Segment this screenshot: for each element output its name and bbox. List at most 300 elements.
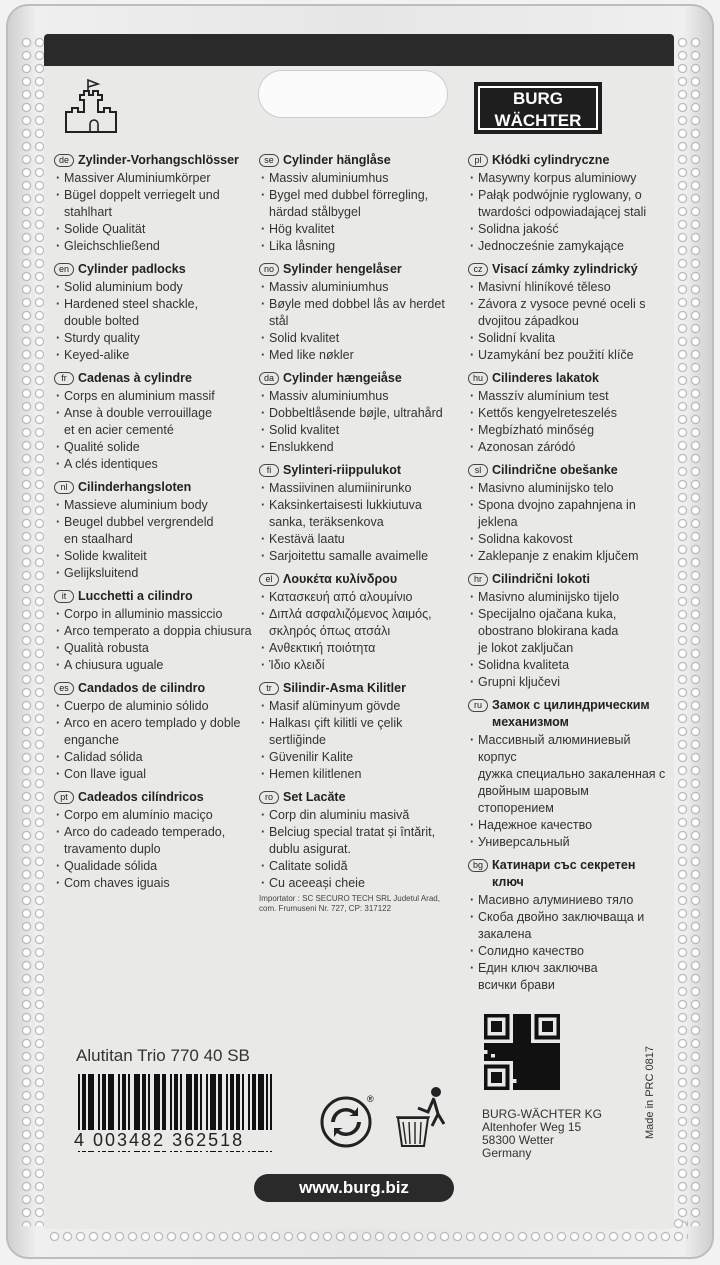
qr-module: [527, 1054, 531, 1058]
feature-item: всички брави: [478, 978, 555, 992]
qr-module: [553, 1065, 557, 1069]
qr-module: [517, 1083, 521, 1087]
feature-item: · Anse à double verrouillage: [54, 405, 254, 422]
qr-module: [498, 1072, 502, 1076]
qr-module: [535, 1043, 539, 1047]
qr-module: [498, 1050, 502, 1054]
section-heading: [468, 857, 668, 891]
feature-item: · Spona dvojno zapahnjena in: [468, 497, 668, 514]
qr-module: [506, 1014, 510, 1018]
qr-module: [549, 1083, 553, 1087]
section-title: Cylinder hængeiåse: [283, 371, 402, 385]
qr-module: [549, 1036, 553, 1040]
qr-module: [535, 1021, 539, 1025]
lang-section-sl: [468, 462, 668, 565]
qr-module: [542, 1028, 546, 1032]
section-heading: [259, 789, 459, 806]
feature-item: stål: [269, 314, 289, 328]
website-label: www.burg.biz: [254, 1174, 454, 1202]
feature-item: · Солидно качество: [468, 943, 668, 960]
qr-module: [517, 1050, 521, 1054]
section-title: Candados de cilindro: [78, 681, 206, 695]
lang-section-da: [259, 370, 459, 456]
qr-module: [524, 1018, 528, 1022]
qr-module: [520, 1050, 524, 1054]
qr-module: [524, 1065, 528, 1069]
section-title: Cylinder hänglåse: [283, 153, 391, 167]
qr-module: [546, 1047, 550, 1051]
qr-module: [553, 1043, 557, 1047]
qr-module: [495, 1072, 499, 1076]
qr-module: [498, 1076, 502, 1080]
qr-module: [520, 1057, 524, 1061]
qr-module: [524, 1061, 528, 1065]
language-code-badge: ro: [259, 791, 279, 804]
qr-module: [556, 1065, 560, 1069]
qr-module: [527, 1014, 531, 1018]
company-address: [482, 1108, 602, 1160]
qr-module: [538, 1076, 542, 1080]
qr-module: [509, 1043, 513, 1047]
lang-section-ru: [468, 697, 668, 851]
qr-module: [531, 1065, 535, 1069]
qr-module: [513, 1018, 517, 1022]
feature-item: · Ίδιο κλειδί: [259, 657, 459, 674]
language-code-badge: en: [54, 263, 74, 276]
section-title: Zylinder-Vorhangschlösser: [78, 153, 239, 167]
qr-module: [517, 1086, 521, 1090]
qr-module: [517, 1061, 521, 1065]
qr-module: [517, 1054, 521, 1058]
section-heading: [468, 261, 668, 278]
qr-module: [506, 1043, 510, 1047]
qr-module: [527, 1028, 531, 1032]
qr-module: [542, 1065, 546, 1069]
qr-module: [542, 1076, 546, 1080]
feature-item: · Beugel dubbel vergrendeld: [54, 514, 254, 531]
qr-module: [502, 1047, 506, 1051]
qr-module: [527, 1039, 531, 1043]
qr-module: [556, 1014, 560, 1018]
lang-section-it: [54, 588, 254, 674]
qr-module: [538, 1043, 542, 1047]
packaging-card: [44, 34, 674, 1229]
qr-module: [513, 1025, 517, 1029]
qr-module: [553, 1036, 557, 1040]
qr-module: [513, 1014, 517, 1018]
column-1: [54, 152, 254, 898]
qr-module: [535, 1057, 539, 1061]
qr-module: [524, 1054, 528, 1058]
lang-section-ro: [259, 789, 459, 914]
tidyman-bin-icon: [392, 1084, 454, 1150]
qr-module: [517, 1068, 521, 1072]
qr-module: [524, 1083, 528, 1087]
qr-module: [498, 1054, 502, 1058]
qr-module: [484, 1076, 488, 1080]
language-code-badge: no: [259, 263, 279, 276]
qr-module: [556, 1018, 560, 1022]
feature-item: закалена: [478, 927, 532, 941]
qr-module: [502, 1014, 506, 1018]
qr-module: [498, 1065, 502, 1069]
qr-module: [484, 1014, 488, 1018]
feature-item: stahlhart: [64, 205, 112, 219]
language-code-badge: fr: [54, 372, 74, 385]
qr-module: [488, 1057, 492, 1061]
lang-section-de: [54, 152, 254, 255]
qr-module: [549, 1068, 553, 1072]
qr-module: [506, 1021, 510, 1025]
section-title: Cilindrični lokoti: [492, 572, 590, 586]
qr-module: [520, 1054, 524, 1058]
qr-module: [524, 1043, 528, 1047]
qr-module: [527, 1083, 531, 1087]
lang-section-es: [54, 680, 254, 783]
qr-module: [506, 1047, 510, 1051]
qr-module: [517, 1079, 521, 1083]
qr-module: [556, 1057, 560, 1061]
address-line2: Altenhofer Weg 15: [482, 1120, 582, 1134]
hang-hole: [258, 70, 448, 118]
qr-module: [531, 1076, 535, 1080]
qr-module: [546, 1079, 550, 1083]
feature-item: · Masszív alumínium test: [468, 388, 668, 405]
qr-module: [549, 1050, 553, 1054]
qr-module: [502, 1057, 506, 1061]
section-heading: [54, 370, 254, 387]
qr-module: [549, 1072, 553, 1076]
language-code-badge: el: [259, 573, 279, 586]
qr-module: [506, 1079, 510, 1083]
qr-module: [520, 1014, 524, 1018]
qr-module: [546, 1021, 550, 1025]
feature-item: · Kaksinkertaisesti lukkiutuva: [259, 497, 459, 514]
qr-module: [535, 1072, 539, 1076]
qr-module: [506, 1018, 510, 1022]
qr-module: [535, 1054, 539, 1058]
qr-module: [556, 1079, 560, 1083]
feature-item: · Надежное качество: [468, 817, 668, 834]
qr-module: [484, 1025, 488, 1029]
language-code-badge: fi: [259, 464, 279, 477]
feature-item: · Massiivinen alumiinirunko: [259, 480, 459, 497]
qr-module: [546, 1025, 550, 1029]
qr-module: [491, 1014, 495, 1018]
section-title: Cadenas à cylindre: [78, 371, 192, 385]
qr-module: [517, 1032, 521, 1036]
qr-module: [524, 1076, 528, 1080]
feature-item: · Bygel med dubbel förregling,: [259, 187, 459, 204]
qr-module: [484, 1057, 488, 1061]
qr-module: [549, 1021, 553, 1025]
qr-module: [538, 1057, 542, 1061]
language-code-badge: pt: [54, 791, 74, 804]
qr-module: [506, 1032, 510, 1036]
section-heading: [54, 789, 254, 806]
qr-module: [524, 1050, 528, 1054]
section-heading: [468, 152, 668, 169]
qr-module: [553, 1054, 557, 1058]
qr-module: [524, 1047, 528, 1051]
qr-module: [553, 1014, 557, 1018]
address-line3: 58300 Wetter: [482, 1133, 554, 1147]
feature-item: twardości odpowiadającej stali: [478, 205, 647, 219]
qr-module: [491, 1021, 495, 1025]
lang-section-fr: [54, 370, 254, 473]
qr-module: [520, 1065, 524, 1069]
feature-item: · Azonosan záródó: [468, 439, 668, 456]
feature-item: et en acier cementé: [64, 423, 174, 437]
feature-item: · Závora z vysoce pevné oceli s: [468, 296, 668, 313]
qr-module: [535, 1018, 539, 1022]
feature-item: · Hardened steel shackle,: [54, 296, 254, 313]
qr-module: [488, 1050, 492, 1054]
feature-item: · Güvenilir Kalite: [259, 749, 459, 766]
feature-item: · Gelijksluitend: [54, 565, 254, 582]
castle-icon: [62, 78, 126, 134]
qr-module: [549, 1086, 553, 1090]
qr-module: [491, 1057, 495, 1061]
qr-module: [553, 1079, 557, 1083]
qr-module: [498, 1047, 502, 1051]
qr-module: [542, 1050, 546, 1054]
qr-module: [549, 1079, 553, 1083]
qr-module: [535, 1079, 539, 1083]
section-title: Lucchetti a cilindro: [78, 589, 193, 603]
feature-item: · Belciug special tratat și întărit,: [259, 824, 459, 841]
qr-module: [491, 1086, 495, 1090]
feature-item: σκληρός όπως ατσάλι: [269, 624, 391, 638]
qr-module: [542, 1036, 546, 1040]
qr-module: [498, 1028, 502, 1032]
language-code-badge: pl: [468, 154, 488, 167]
qr-module: [556, 1072, 560, 1076]
section-title: Замок с цилиндрическим механизмом: [492, 698, 650, 729]
qr-module: [538, 1079, 542, 1083]
qr-module: [491, 1036, 495, 1040]
qr-module: [527, 1076, 531, 1080]
feature-item: · Ανθεκτική ποιότητα: [259, 640, 459, 657]
qr-module: [484, 1036, 488, 1040]
qr-module: [495, 1047, 499, 1051]
qr-module: [546, 1014, 550, 1018]
qr-module: [538, 1065, 542, 1069]
registered-mark: ®: [367, 1094, 374, 1104]
qr-module: [538, 1047, 542, 1051]
language-code-badge: se: [259, 154, 279, 167]
qr-module: [527, 1043, 531, 1047]
qr-module: [517, 1025, 521, 1029]
qr-module: [546, 1083, 550, 1087]
feature-item: · Solid kvalitet: [259, 330, 459, 347]
section-heading: [468, 697, 668, 731]
qr-module: [498, 1043, 502, 1047]
qr-module: [542, 1072, 546, 1076]
brand-line2: WÄCHTER: [494, 111, 582, 130]
qr-module: [484, 1065, 488, 1069]
qr-module: [513, 1039, 517, 1043]
qr-module: [535, 1068, 539, 1072]
feature-item: · Solid aluminium body: [54, 279, 254, 296]
qr-module: [506, 1072, 510, 1076]
qr-module: [546, 1050, 550, 1054]
qr-module: [517, 1039, 521, 1043]
feature-item: · Masif alüminyum gövde: [259, 698, 459, 715]
qr-module: [556, 1036, 560, 1040]
qr-module: [495, 1057, 499, 1061]
section-title: Cadeados cilíndricos: [78, 790, 204, 804]
qr-module: [517, 1014, 521, 1018]
address-line4: Germany: [482, 1146, 532, 1160]
qr-module: [524, 1039, 528, 1043]
qr-module: [546, 1043, 550, 1047]
lang-section-el: [259, 571, 459, 674]
qr-module: [513, 1021, 517, 1025]
qr-module: [524, 1068, 528, 1072]
language-code-badge: es: [54, 682, 74, 695]
qr-module: [491, 1072, 495, 1076]
qr-module: [535, 1028, 539, 1032]
qr-module: [520, 1039, 524, 1043]
qr-module: [502, 1043, 506, 1047]
feature-item: · Универсальный: [468, 834, 668, 851]
lang-section-cz: [468, 261, 668, 364]
qr-module: [527, 1068, 531, 1072]
qr-module: [495, 1050, 499, 1054]
qr-module: [513, 1057, 517, 1061]
qr-module: [509, 1057, 513, 1061]
qr-module: [535, 1014, 539, 1018]
qr-module: [520, 1072, 524, 1076]
qr-module: [498, 1057, 502, 1061]
qr-module: [546, 1054, 550, 1058]
qr-module: [484, 1043, 488, 1047]
qr-module: [517, 1043, 521, 1047]
qr-module: [520, 1083, 524, 1087]
qr-module: [506, 1050, 510, 1054]
qr-module: [538, 1050, 542, 1054]
qr-module: [553, 1061, 557, 1065]
qr-module: [538, 1086, 542, 1090]
section-title: Sylinder hengelåser: [283, 262, 402, 276]
feature-item: · Arco do cadeado temperado,: [54, 824, 254, 841]
qr-module: [556, 1028, 560, 1032]
section-heading: [259, 370, 459, 387]
section-heading: [54, 152, 254, 169]
section-title: Λουκέτα κυλίνδρου: [283, 572, 398, 586]
qr-module: [538, 1036, 542, 1040]
feature-item: härdad stålbygel: [269, 205, 361, 219]
qr-module: [535, 1032, 539, 1036]
qr-module: [502, 1054, 506, 1058]
feature-item: · Megbízható minőség: [468, 422, 668, 439]
qr-module: [524, 1025, 528, 1029]
qr-module: [527, 1079, 531, 1083]
lang-section-nl: [54, 479, 254, 582]
feature-item: · Keyed-alike: [54, 347, 254, 364]
feature-item: · Arco temperato a doppia chiusura: [54, 623, 254, 640]
qr-module: [491, 1025, 495, 1029]
qr-module: [549, 1025, 553, 1029]
qr-module: [513, 1061, 517, 1065]
qr-module: [491, 1079, 495, 1083]
qr-module: [553, 1057, 557, 1061]
qr-module: [506, 1057, 510, 1061]
qr-module: [513, 1065, 517, 1069]
top-bar: [44, 34, 674, 66]
feature-item: · Cu aceeași cheie: [259, 875, 459, 892]
language-code-badge: bg: [468, 859, 488, 872]
qr-module: [491, 1043, 495, 1047]
section-heading: [259, 680, 459, 697]
feature-item: · A clés identiques: [54, 456, 254, 473]
qr-module: [517, 1021, 521, 1025]
section-heading: [468, 571, 668, 588]
section-title: Cilinderhangsloten: [78, 480, 192, 494]
qr-module: [513, 1083, 517, 1087]
green-dot-recycle-icon: [319, 1092, 375, 1148]
qr-module: [498, 1086, 502, 1090]
qr-module: [517, 1047, 521, 1051]
blister-edge-right: [676, 36, 702, 1226]
qr-module: [538, 1072, 542, 1076]
language-code-badge: it: [54, 590, 74, 603]
feature-item: · Solide kwaliteit: [54, 548, 254, 565]
column-2: [259, 152, 459, 920]
feature-item: · Massiv aluminiumhus: [259, 279, 459, 296]
qr-module: [491, 1047, 495, 1051]
qr-module: [542, 1054, 546, 1058]
feature-item: · Cuerpo de aluminio sólido: [54, 698, 254, 715]
section-title: Cilindrične obešanke: [492, 463, 618, 477]
section-heading: [259, 571, 459, 588]
qr-module: [549, 1047, 553, 1051]
lang-section-tr: [259, 680, 459, 783]
feature-item: · Qualidade sólida: [54, 858, 254, 875]
qr-module: [538, 1061, 542, 1065]
qr-module: [531, 1043, 535, 1047]
feature-item: · Solid kvalitet: [259, 422, 459, 439]
section-heading: [54, 588, 254, 605]
qr-module: [484, 1079, 488, 1083]
qr-module: [535, 1047, 539, 1051]
qr-module: [527, 1018, 531, 1022]
qr-module: [513, 1050, 517, 1054]
qr-module: [527, 1032, 531, 1036]
qr-module: [556, 1086, 560, 1090]
section-heading: [54, 680, 254, 697]
brand-logo: [474, 82, 602, 134]
qr-module: [535, 1083, 539, 1087]
qr-module: [495, 1079, 499, 1083]
qr-module: [527, 1057, 531, 1061]
qr-module: [527, 1050, 531, 1054]
qr-module: [495, 1036, 499, 1040]
feature-item: · Massiver Aluminiumkörper: [54, 170, 254, 187]
feature-item: obostrano blokirana kada: [478, 624, 619, 638]
qr-module: [546, 1076, 550, 1080]
language-code-badge: tr: [259, 682, 279, 695]
qr-module: [484, 1086, 488, 1090]
qr-module: [506, 1036, 510, 1040]
qr-module: [556, 1043, 560, 1047]
feature-item: · Uzamykání bez použití klíče: [468, 347, 668, 364]
qr-module: [488, 1065, 492, 1069]
qr-module: [517, 1076, 521, 1080]
qr-module: [542, 1061, 546, 1065]
section-title: Cylinder padlocks: [78, 262, 186, 276]
